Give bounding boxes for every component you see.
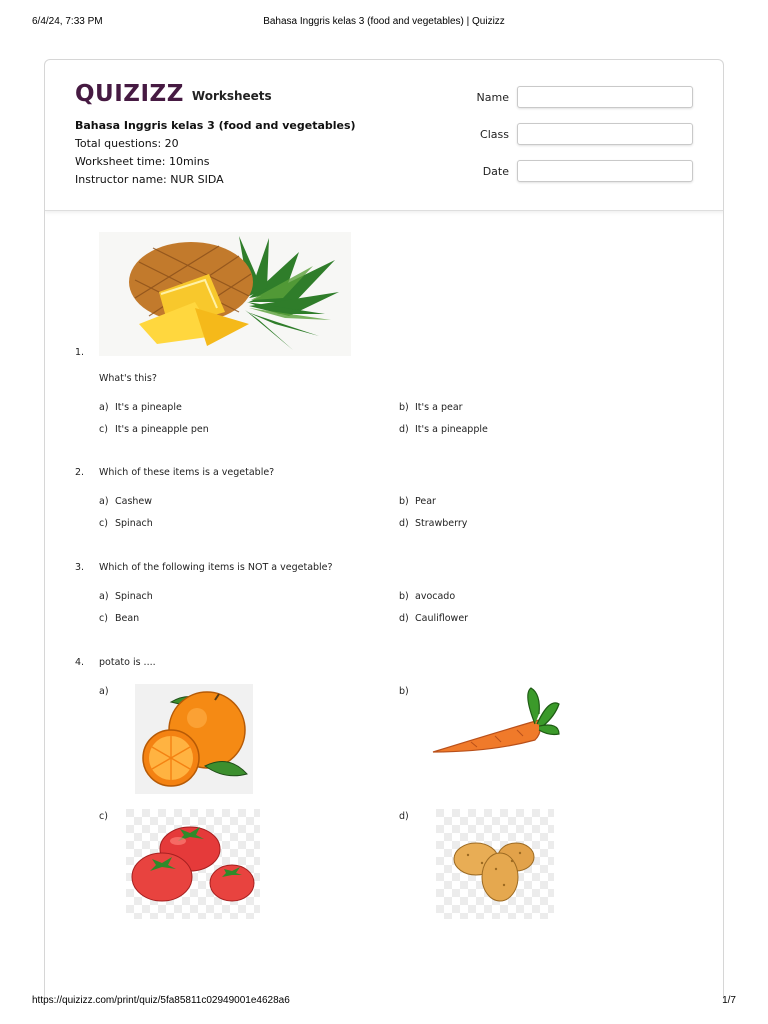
question-4-option-b-letter: b) <box>399 686 409 697</box>
total-questions: Total questions: 20 <box>75 137 179 150</box>
question-2-text: Which of these items is a vegetable? <box>99 467 275 478</box>
carrot-image <box>431 684 561 764</box>
date-field[interactable] <box>517 160 693 182</box>
instructor-name: Instructor name: NUR SIDA <box>75 173 224 186</box>
question-3-option-b: b) avocado <box>399 591 456 602</box>
question-2-option-b: b) Pear <box>399 496 436 507</box>
print-header <box>0 16 768 30</box>
class-field[interactable] <box>517 123 693 145</box>
tomato-image <box>126 809 260 919</box>
question-1-text: What's this? <box>99 373 157 384</box>
worksheet-title: Bahasa Inggris kelas 3 (food and vegetables) <box>75 119 356 132</box>
question-4-number: 4. <box>75 657 85 668</box>
worksheet-sheet <box>44 59 724 999</box>
question-1-option-a: a) It's a pineaple <box>99 402 182 413</box>
print-datetime: 6/4/24, 7:33 PM <box>32 16 103 27</box>
question-4-option-d-letter: d) <box>399 811 409 822</box>
question-2-option-d: d) Strawberry <box>399 518 468 529</box>
pineapple-image <box>99 232 351 356</box>
print-title: Bahasa Inggris kelas 3 (food and vegetables) | Quizizz <box>263 16 505 27</box>
name-label: Name <box>476 91 509 104</box>
question-3-number: 3. <box>75 562 85 573</box>
question-4-option-a-letter: a) <box>99 686 109 697</box>
orange-image <box>135 684 253 794</box>
question-3-option-a: a) Spinach <box>99 591 153 602</box>
logo-product: Worksheets <box>191 88 272 103</box>
logo-wordmark: QUIZIZZ <box>75 81 184 107</box>
question-4-text: potato is .... <box>99 657 156 668</box>
question-1-option-c: c) It's a pineapple pen <box>99 424 209 435</box>
question-3-option-d: d) Cauliflower <box>399 613 469 624</box>
question-3-text: Which of the following items is NOT a vegetable? <box>99 562 333 573</box>
potato-image <box>436 809 554 919</box>
question-3-option-c: c) Bean <box>99 613 140 624</box>
quizizz-logo <box>75 79 272 109</box>
question-1-option-d: d) It's a pineapple <box>399 424 488 435</box>
question-2-option-a: a) Cashew <box>99 496 153 507</box>
print-footer <box>0 995 768 1009</box>
name-field[interactable] <box>517 86 693 108</box>
question-1-number: 1. <box>75 347 85 358</box>
page-number: 1/7 <box>722 995 736 1006</box>
print-url: https://quizizz.com/print/quiz/5fa85811c02949001e4628a6 <box>32 995 290 1006</box>
question-4-option-c-letter: c) <box>99 811 108 822</box>
class-label: Class <box>480 128 509 141</box>
question-1-option-b: b) It's a pear <box>399 402 463 413</box>
question-2-option-c: c) Spinach <box>99 518 153 529</box>
worksheet-header <box>45 60 724 211</box>
question-2-number: 2. <box>75 467 85 478</box>
date-label: Date <box>482 165 509 178</box>
worksheet-time: Worksheet time: 10mins <box>75 155 210 168</box>
